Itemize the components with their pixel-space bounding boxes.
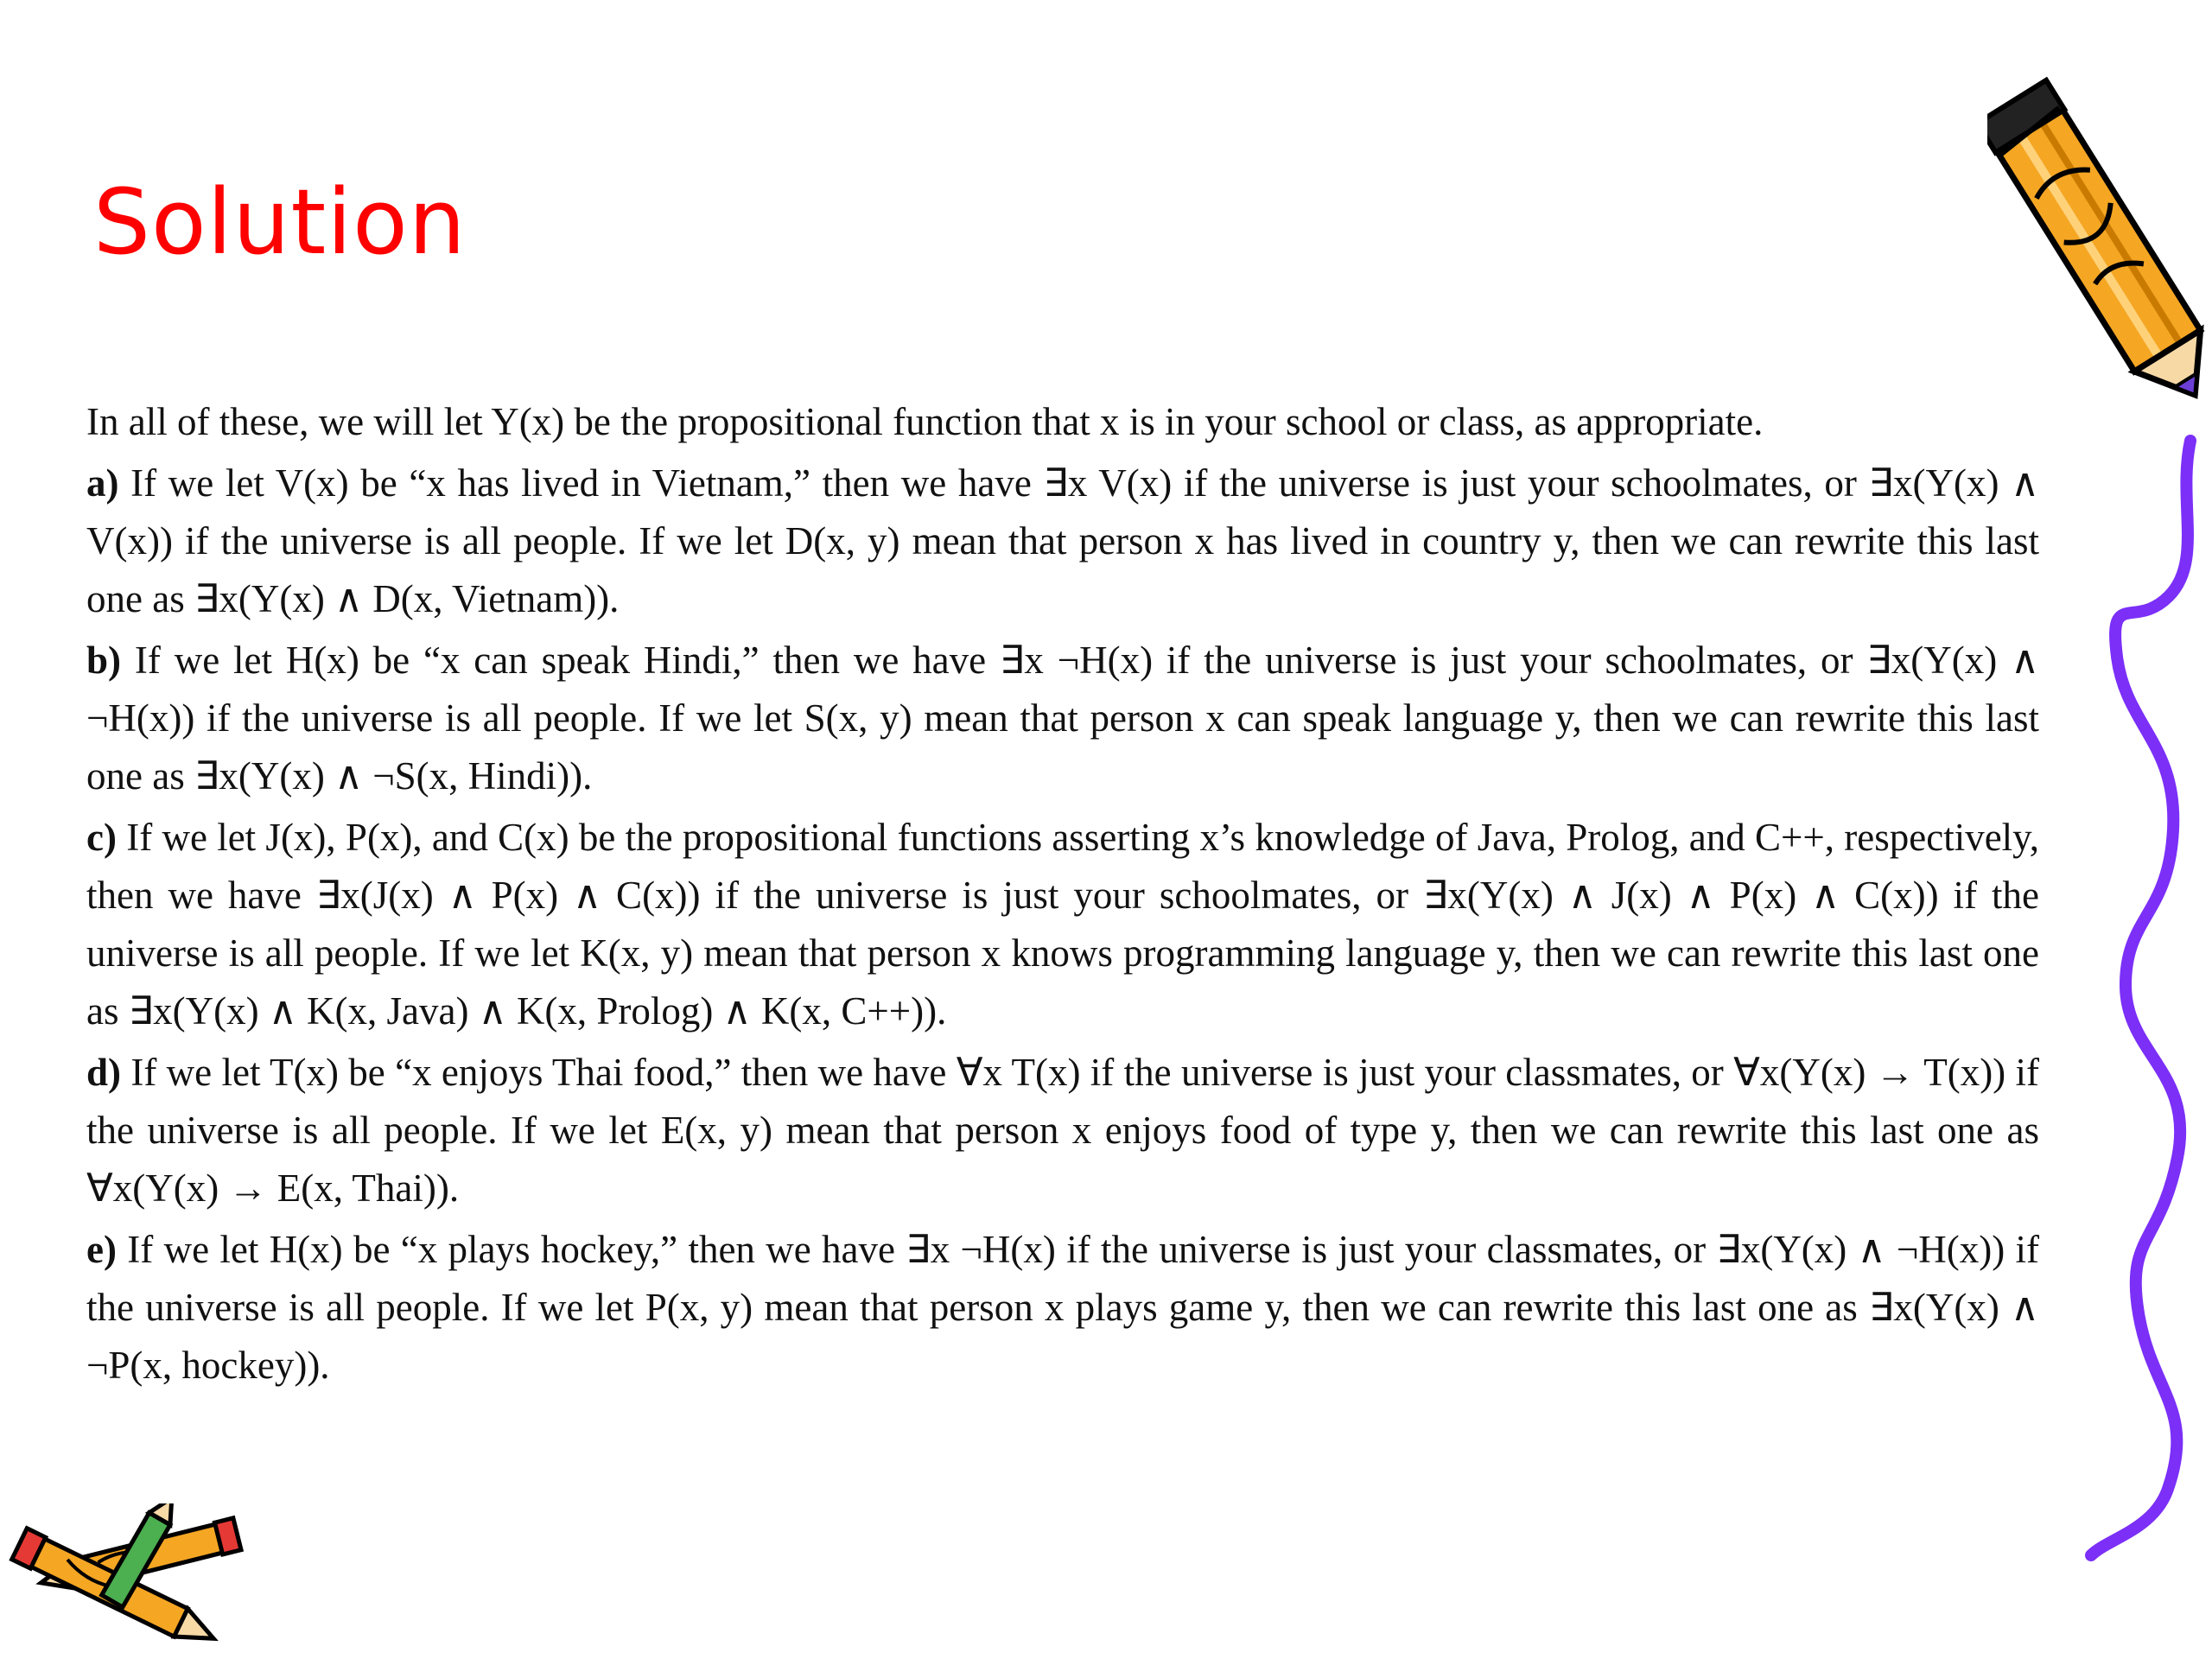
- part-e: [86, 1221, 2039, 1395]
- squiggle-line: [2074, 432, 2212, 1573]
- solution-body: [86, 393, 2039, 1398]
- part-label: e): [86, 1228, 117, 1271]
- intro-text: In all of these, we will let Y(x) be the propositional function that x is in your school or class, as appropriate.: [86, 400, 1764, 443]
- part-text: If we let T(x) be “x enjoys Thai food,” then we have ∀x T(x) if the universe is just your classmates, or ∀x(Y(x) → T(x)) if the universe is all people. If we let E(x, y) mean that person x enjoys food of type y, then we can rewrite this last one as ∀x(Y(x) → E(x, Thai)).: [86, 1051, 2039, 1210]
- intro-paragraph: [86, 393, 2039, 451]
- part-text: If we let H(x) be “x plays hockey,” then we have ∃x ¬H(x) if the universe is just your classmates, or ∃x(Y(x) ∧ ¬H(x)) if the universe is all people. If we let P(x, y) mean that person x plays game y, then we can rewrite this last one as ∃x(Y(x) ∧ ¬P(x, hockey)).: [86, 1228, 2040, 1387]
- part-d: [86, 1044, 2039, 1217]
- part-c: [86, 809, 2039, 1040]
- slide-title: Solution: [93, 169, 467, 275]
- part-label: c): [86, 816, 117, 859]
- pencil-icon: [1987, 69, 2212, 432]
- part-text: If we let J(x), P(x), and C(x) be the propositional functions asserting x’s knowledge of Java, Prolog, and C++, respectively, then we have ∃x(J(x) ∧ P(x) ∧ C(x)) if the universe is just your schoolmates, or ∃x(Y(x) ∧ J(x) ∧ P(x) ∧ C(x)) if the universe is all people. If we let K(x, y) mean that person x knows programming language y, then we can rewrite this last one as ∃x(Y(x) ∧ K(x, Java) ∧ K(x, Prolog) ∧ K(x, C++)).: [86, 816, 2039, 1033]
- part-label: a): [86, 461, 119, 505]
- part-label: d): [86, 1051, 122, 1094]
- part-label: b): [86, 639, 122, 682]
- part-a: [86, 454, 2039, 628]
- part-b: [86, 632, 2039, 805]
- part-text: If we let H(x) be “x can speak Hindi,” then we have ∃x ¬H(x) if the universe is just your schoolmates, or ∃x(Y(x) ∧ ¬H(x)) if the universe is all people. If we let S(x, y) mean that person x can speak language y, then we can rewrite this last one as ∃x(Y(x) ∧ ¬S(x, Hindi)).: [86, 639, 2040, 798]
- part-text: If we let V(x) be “x has lived in Vietnam,” then we have ∃x V(x) if the universe is just your schoolmates, or ∃x(Y(x) ∧ V(x)) if the universe is all people. If we let D(x, y) mean that person x has lived in country y, then we can rewrite this last one as ∃x(Y(x) ∧ D(x, Vietnam)).: [86, 461, 2040, 620]
- crossed-pencils-icon: [0, 1503, 259, 1659]
